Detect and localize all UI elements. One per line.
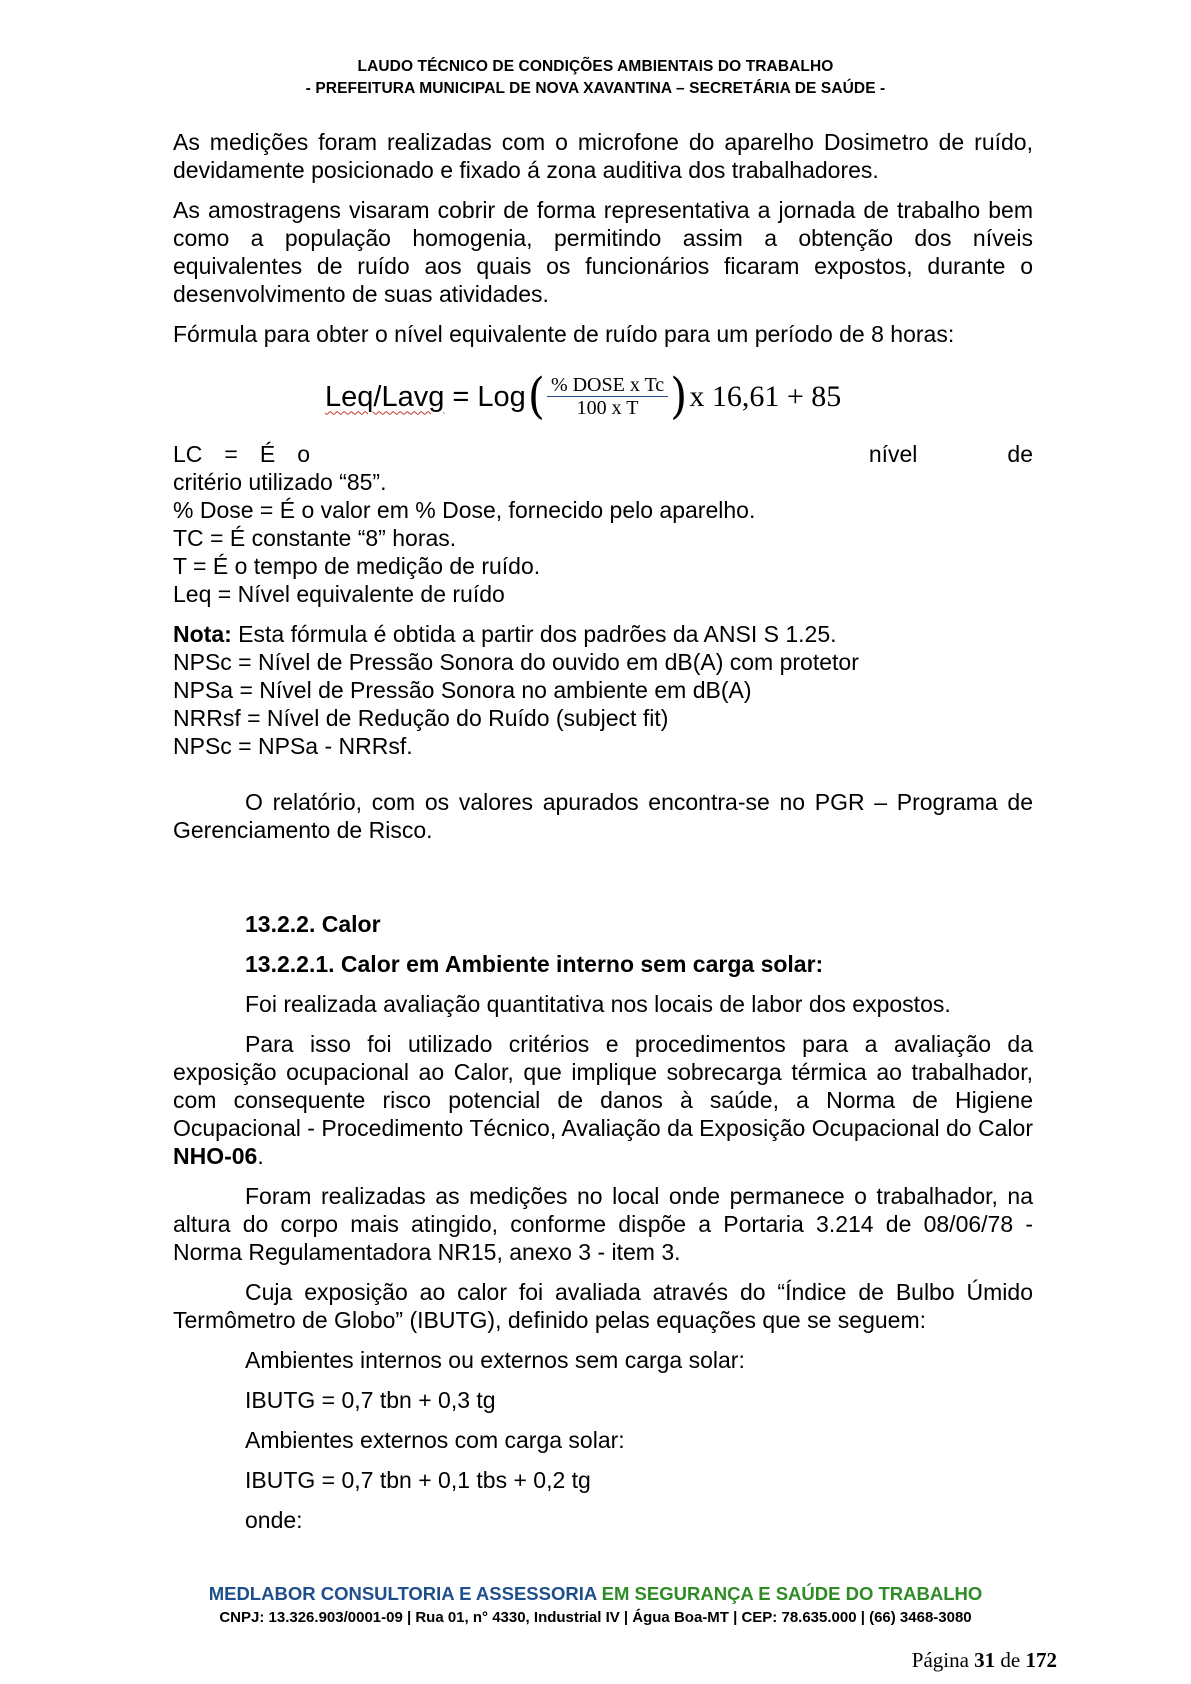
subsection-heading-calor-interno: 13.2.2.1. Calor em Ambiente interno sem carga solar: [245, 951, 824, 977]
note-equation: NPSc = NPSa - NRRsf. [173, 733, 413, 759]
definition-lc [173, 440, 1033, 468]
definition-leq: Leq = Nível equivalente de ruído [173, 581, 505, 607]
definition-t: T = É o tempo de medição de ruído. [173, 553, 541, 579]
lc-equals: = [224, 441, 238, 467]
page-mid: de [995, 1648, 1026, 1672]
formula-denominator: 100 x T [576, 397, 639, 419]
note-text: Esta fórmula é obtida a partir dos padrões da ANSI S 1.25. [231, 621, 837, 647]
lc-word-e: É [259, 441, 276, 467]
header-title: LAUDO TÉCNICO DE CONDIÇÕES AMBIENTAIS DO TRABALHO [357, 58, 834, 75]
section-heading-calor: 13.2.2. Calor [245, 911, 381, 937]
label-onde: onde: [245, 1507, 303, 1533]
criteria-text: Para isso foi utilizado critérios e procedimentos para a avaliação da exposição ocupacional ao Calor, que implique sobrecarga térmica ao trabalhador, com consequente risco potencial de danos à saúde, a Norma de Higiene Ocupacional - Procedimento Técnico, Avaliação da Exposição Ocupacional do Calor [173, 1031, 1033, 1141]
equation-external: IBUTG = 0,7 tbn + 0,1 tbs + 0,2 tg [245, 1467, 591, 1493]
criteria-end: . [257, 1143, 264, 1169]
lc-term: LC [173, 441, 203, 467]
label-external: Ambientes externos com carga solar: [245, 1427, 625, 1453]
paragraph-report: O relatório, com os valores apurados encontra-se no PGR – Programa de Gerenciamento de Risco. [173, 789, 1033, 843]
footer-company-tagline: EM SEGURANÇA E SAÚDE DO TRABALHO [596, 1583, 983, 1604]
paragraph-ibutg: Cuja exposição ao calor foi avaliada através do “Índice de Bulbo Úmido Termômetro de Globo” (IBUTG), definido pelas equações que se seguem: [173, 1279, 1033, 1333]
document-header [0, 56, 1191, 100]
formula-leq-label: Leq/Lavg [325, 380, 445, 413]
note-npsc: NPSc = Nível de Pressão Sonora do ouvido em dB(A) com protetor [173, 649, 859, 675]
lc-word-de: de [1007, 441, 1033, 467]
paragraph-quantitative: Foi realizada avaliação quantitativa nos locais de labor dos expostos. [245, 991, 951, 1017]
lc-word-o: o [297, 441, 310, 467]
leq-formula [173, 360, 1033, 440]
criteria-norm: NHO-06 [173, 1143, 258, 1169]
paragraph-formula-intro: Fórmula para obter o nível equivalente de ruído para um período de 8 horas: [173, 321, 955, 347]
definition-tc: TC = É constante “8” horas. [173, 525, 457, 551]
page-current: 31 [974, 1648, 996, 1672]
formula-log: = Log [444, 380, 526, 413]
formula-right: x 16,61 + 85 [689, 379, 842, 413]
page-total: 172 [1025, 1648, 1057, 1672]
footer-address: CNPJ: 13.326.903/0001-09 | Rua 01, n° 4330, Industrial IV | Água Boa-MT | CEP: 78.635.000 | (66) 3468-3080 [219, 1609, 972, 1626]
page-prefix: Página [911, 1648, 975, 1672]
formula-fraction [547, 374, 668, 419]
footer-company [0, 1583, 1191, 1605]
formula-numerator: % DOSE x Tc [547, 374, 668, 397]
definition-dose: % Dose = É o valor em % Dose, fornecido pelo aparelho. [173, 497, 756, 523]
note-nrrsf: NRRsf = Nível de Redução do Ruído (subject fit) [173, 705, 669, 731]
note-npsa: NPSa = Nível de Pressão Sonora no ambiente em dB(A) [173, 677, 752, 703]
footer-company-name: MEDLABOR CONSULTORIA E ASSESSORIA [208, 1583, 597, 1604]
note-line [173, 620, 1033, 648]
header-subtitle: - PREFEITURA MUNICIPAL DE NOVA XAVANTINA – SECRETÁRIA DE SAÚDE - [305, 80, 886, 97]
label-internal: Ambientes internos ou externos sem carga solar: [245, 1347, 745, 1373]
paragraph-microphone: As medições foram realizadas com o microfone do aparelho Dosimetro de ruído, devidamente posicionado e fixado á zona auditiva dos trabalhadores. [173, 129, 1033, 183]
paragraph-measurements: Foram realizadas as medições no local onde permanece o trabalhador, na altura do corpo mais atingido, conforme dispõe a Portaria 3.214 de 08/06/78 - Norma Regulamentadora NR15, anexo 3 - item 3. [173, 1183, 1033, 1265]
definition-lc-cont: critério utilizado “85”. [173, 469, 387, 495]
lc-word-nivel: nível [868, 441, 918, 467]
formula-left [325, 380, 526, 413]
formula-close-paren: ) [670, 367, 688, 424]
formula-open-paren: ( [527, 367, 545, 424]
note-label: Nota: [173, 621, 232, 647]
equation-internal: IBUTG = 0,7 tbn + 0,3 tg [245, 1387, 496, 1413]
paragraph-sampling: As amostragens visaram cobrir de forma representativa a jornada de trabalho bem como a população homogenia, permitindo assim a obtenção dos níveis equivalentes de ruído aos quais os funcionários ficaram expostos, durante o desenvolvimento de suas atividades. [173, 197, 1033, 307]
page-number [912, 1648, 1057, 1673]
document-body [173, 128, 1033, 1546]
paragraph-criteria [173, 1030, 1033, 1170]
